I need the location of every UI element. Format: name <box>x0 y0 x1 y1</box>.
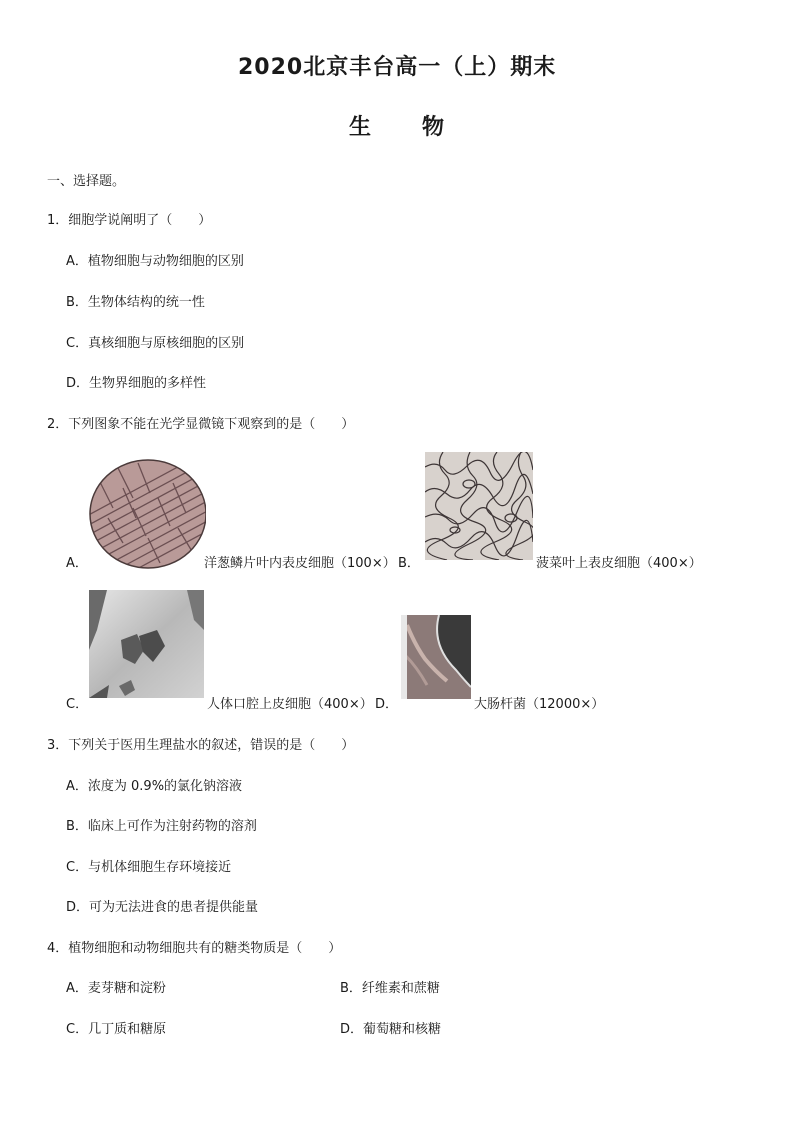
subject-char-2: 物 <box>422 115 445 140</box>
q4-option-a: A．麦芽糖和淀粉 <box>66 981 166 996</box>
q3-stem: 3．下列关于医用生理盐水的叙述，错误的是（ ） <box>47 738 355 753</box>
ecoli-electron-micrograph-icon <box>401 615 471 699</box>
q2-stem: 2．下列图象不能在光学显微镜下观察到的是（ ） <box>47 417 355 432</box>
subject-char-1: 生 <box>349 115 372 140</box>
q2-option-a-caption: 洋葱鳞片叶内表皮细胞（100×） <box>204 556 396 571</box>
q3-option-b: B．临床上可作为注射药物的溶剂 <box>66 819 257 834</box>
q4-option-b: B．纤维素和蔗糖 <box>340 981 440 996</box>
q1-option-c: C．真核细胞与原核细胞的区别 <box>66 336 245 351</box>
onion-epidermis-micrograph-icon <box>88 458 206 570</box>
section-heading: 一、选择题。 <box>47 174 126 189</box>
q3-option-d: D．可为无法进食的患者提供能量 <box>66 900 259 915</box>
q3-option-c: C．与机体细胞生存环境接近 <box>66 860 232 875</box>
q2-option-b-caption: 菠菜叶上表皮细胞（400×） <box>536 556 702 571</box>
q2-option-c-label: C． <box>66 697 89 712</box>
q1-option-b: B．生物体结构的统一性 <box>66 295 205 310</box>
spinach-leaf-epidermis-micrograph-icon <box>425 452 533 560</box>
cheek-cell-micrograph-icon <box>89 590 204 698</box>
q4-option-c: C．几丁质和糖原 <box>66 1022 167 1037</box>
q2-option-d-label: D． <box>375 697 399 712</box>
q3-option-a: A．浓度为 0.9%的氯化钠溶液 <box>66 779 243 794</box>
q2-option-a-label: A． <box>66 556 88 571</box>
q4-stem: 4．植物细胞和动物细胞共有的糖类物质是（ ） <box>47 941 342 956</box>
q2-option-c-caption: 人体口腔上皮细胞（400×） <box>207 697 373 712</box>
q2-option-d-caption: 大肠杆菌（12000×） <box>474 697 605 712</box>
q1-option-d: D．生物界细胞的多样性 <box>66 376 207 391</box>
q4-option-d: D．葡萄糖和核糖 <box>340 1022 442 1037</box>
page-title: 2020北京丰台高一（上）期末 <box>238 55 557 80</box>
q1-stem: 1．细胞学说阐明了（ ） <box>47 213 212 228</box>
q2-option-b-label: B． <box>398 556 420 571</box>
q1-option-a: A．植物细胞与动物细胞的区别 <box>66 254 244 269</box>
